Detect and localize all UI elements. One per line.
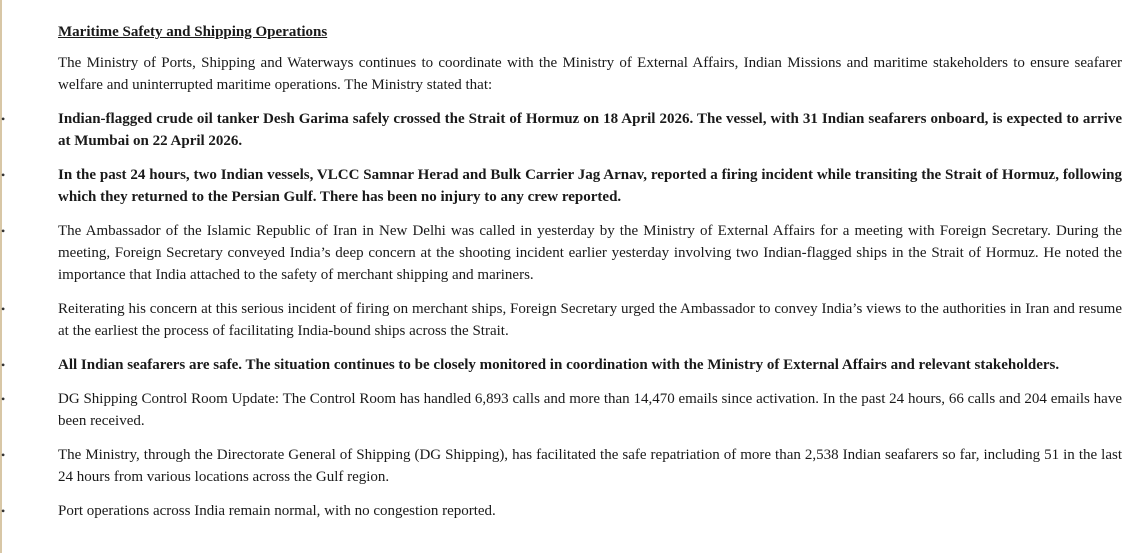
list-item [1, 220, 1122, 286]
press-release-section [1, 23, 1122, 534]
list-item-text: Port operations across India remain normal, with no congestion reported. [58, 503, 496, 519]
list-item-text: DG Shipping Control Room Update: The Control Room has handled 6,893 calls and more than 14,470 emails since activation. In the past 24 hours, 66 calls and 204 emails have been received. [58, 391, 1122, 429]
list-item [1, 164, 1122, 208]
list-item [1, 388, 1122, 432]
list-item-text: The Ambassador of the Islamic Republic of Iran in New Delhi was called in yesterday by the Ministry of External Affairs for a meeting with Foreign Secretary. During the meeting, Foreign Secretary conveyed India’s deep concern at the shooting incident earlier yesterday involving two Indian-flagged ships in the Strait of Hormuz. He noted the importance that India attached to the safety of merchant shipping and mariners. [58, 223, 1122, 283]
bullet-icon: • [1, 504, 6, 518]
list-item [1, 298, 1122, 342]
list-item-text: The Ministry, through the Directorate General of Shipping (DG Shipping), has facilitated the safe repatriation of more than 2,538 Indian seafarers so far, including 51 in the last 24 hours from various locations across the Gulf region. [58, 447, 1122, 485]
bullet-icon: • [1, 112, 6, 126]
list-item [1, 500, 1122, 522]
bullet-icon: • [1, 392, 6, 406]
section-heading: Maritime Safety and Shipping Operations [58, 24, 328, 40]
bullet-icon: • [1, 224, 6, 238]
update-list [1, 108, 1122, 522]
list-item-text: Indian-flagged crude oil tanker Desh Garima safely crossed the Strait of Hormuz on 18 April 2026. The vessel, with 31 Indian seafarers onboard, is expected to arrive at Mumbai on 22 April 2026. [58, 111, 1122, 149]
bullet-icon: • [1, 302, 6, 316]
list-item [1, 108, 1122, 152]
bullet-icon: • [1, 168, 6, 182]
bullet-icon: • [1, 358, 6, 372]
bullet-icon: • [1, 448, 6, 462]
intro-paragraph: The Ministry of Ports, Shipping and Waterways continues to coordinate with the Ministry of External Affairs, Indian Missions and maritime stakeholders to ensure seafarer welfare and uninterrupted maritime operations. The Ministry stated that: [58, 55, 1122, 93]
list-item-text: All Indian seafarers are safe. The situation continues to be closely monitored in coordination with the Ministry of External Affairs and relevant stakeholders. [58, 357, 1060, 373]
list-item [1, 354, 1122, 376]
list-item-text: Reiterating his concern at this serious incident of firing on merchant ships, Foreign Secretary urged the Ambassador to convey India’s views to the authorities in Iran and resume at the earliest the process of facilitating India-bound ships across the Strait. [58, 301, 1122, 339]
left-border [0, 0, 2, 553]
list-item-text: In the past 24 hours, two Indian vessels, VLCC Samnar Herad and Bulk Carrier Jag Arnav, reported a firing incident while transiting the Strait of Hormuz, following which they returned to the Persian Gulf. There has been no injury to any crew reported. [58, 167, 1122, 205]
list-item [1, 444, 1122, 488]
